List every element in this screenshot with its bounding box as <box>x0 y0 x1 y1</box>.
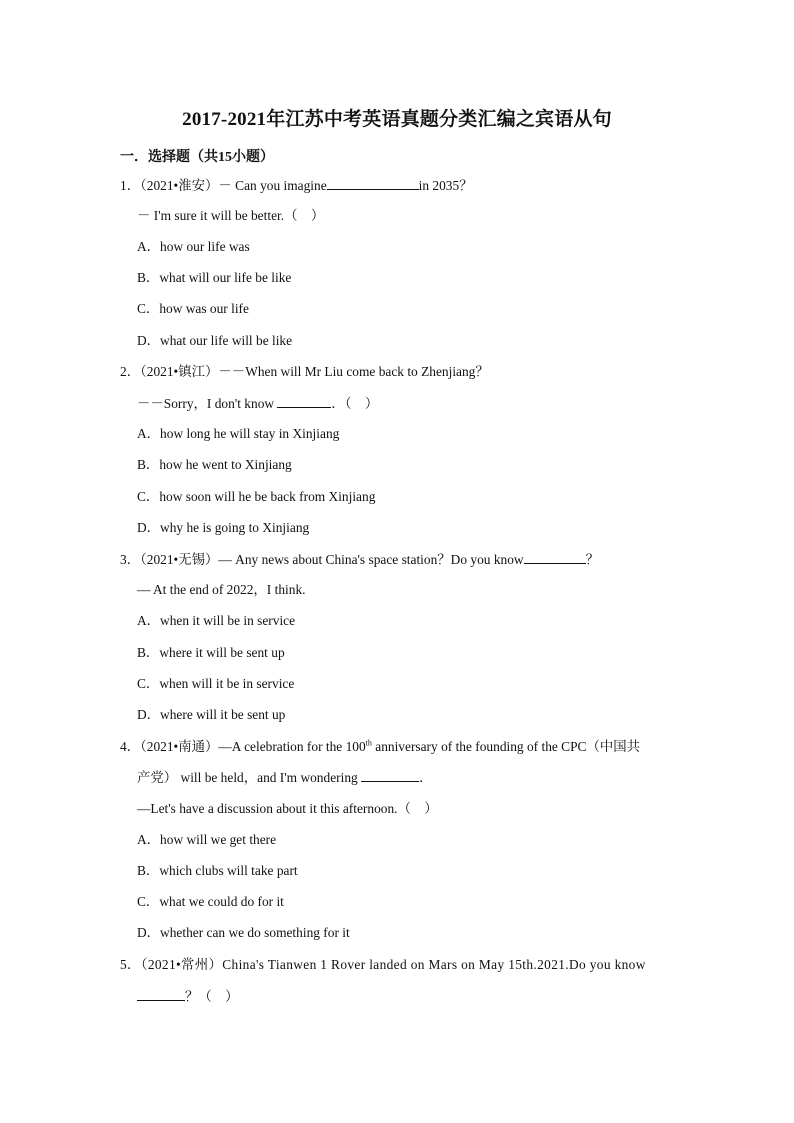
question-2-option-c: C．how soon will he be back from Xinjiang <box>137 489 376 504</box>
question-4-reply: —Let's have a discussion about it this afternoon.（ ） <box>137 801 438 816</box>
question-3-option-d: D．where will it be sent up <box>137 707 286 722</box>
question-3-option-a: A．when it will be in service <box>137 613 296 628</box>
question-2-reply-end: ．（ ） <box>331 396 379 411</box>
question-2-option-a: A．how long he will stay in Xinjiang <box>137 426 340 441</box>
question-5-stem-end: ？（ ） <box>185 989 239 1004</box>
question-5-stem-line2 <box>137 987 239 1006</box>
answer-blank <box>524 550 586 564</box>
answer-blank <box>277 394 331 408</box>
question-4-stem-continued: anniversary of the founding of the CPC（中国共 <box>371 739 641 754</box>
question-3-reply: — At the end of 2022，I think. <box>137 582 306 597</box>
question-4-option-a: A．how will we get there <box>137 832 277 847</box>
question-2-reply <box>137 394 378 413</box>
question-4-stem-text: 4．（2021•南通）—A celebration for the 100 <box>120 739 366 754</box>
answer-blank <box>327 176 419 190</box>
question-3-stem-text: 3．（2021•无锡）— Any news about China's space station？Do you know <box>120 552 524 567</box>
question-1-reply: － I'm sure it will be better.（ ） <box>137 208 325 223</box>
question-4-stem <box>120 738 640 756</box>
section-heading: 一．选择题（共15小题） <box>120 150 274 165</box>
question-3-option-c: C．when will it be in service <box>137 676 295 691</box>
question-3-option-b: B．where it will be sent up <box>137 645 285 660</box>
question-1-option-a: A．how our life was <box>137 239 250 254</box>
question-3-stem-end: ？ <box>585 552 599 567</box>
question-5-stem: 5．（2021•常州）China's Tianwen 1 Rover landed on Mars on May 15th.2021.Do you know <box>120 957 646 972</box>
answer-blank <box>137 987 185 1001</box>
question-2-stem: 2．（2021•镇江）－－When will Mr Liu come back to Zhenjiang？ <box>120 364 489 379</box>
question-1-stem <box>120 176 473 195</box>
question-4-stem-line2 <box>137 768 432 787</box>
question-3-stem <box>120 550 599 569</box>
question-1-option-c: C．how was our life <box>137 301 249 316</box>
question-1-stem-text: 1．（2021•淮安）－ Can you imagine <box>120 178 327 193</box>
question-1-stem-end: in 2035？ <box>418 178 473 193</box>
document-title: 2017-2021年江苏中考英语真题分类汇编之宾语从句 <box>182 109 612 130</box>
question-2-reply-text: －－Sorry，I don't know <box>137 396 275 411</box>
question-2-option-d: D．why he is going to Xinjiang <box>137 520 310 535</box>
question-4-option-b: B．which clubs will take part <box>137 863 298 878</box>
question-4-option-d: D．whether can we do something for it <box>137 925 350 940</box>
question-2-option-b: B．how he went to Xinjiang <box>137 457 292 472</box>
ordinal-superscript: th <box>365 738 372 748</box>
question-4-option-c: C．what we could do for it <box>137 894 284 909</box>
question-1-option-b: B．what will our life be like <box>137 270 292 285</box>
question-1-option-d: D．what our life will be like <box>137 333 293 348</box>
question-4-stem-line2-text: 产党） will be held，and I'm wondering <box>137 770 358 785</box>
answer-blank <box>361 768 419 782</box>
question-4-stem-end: ． <box>419 770 433 785</box>
